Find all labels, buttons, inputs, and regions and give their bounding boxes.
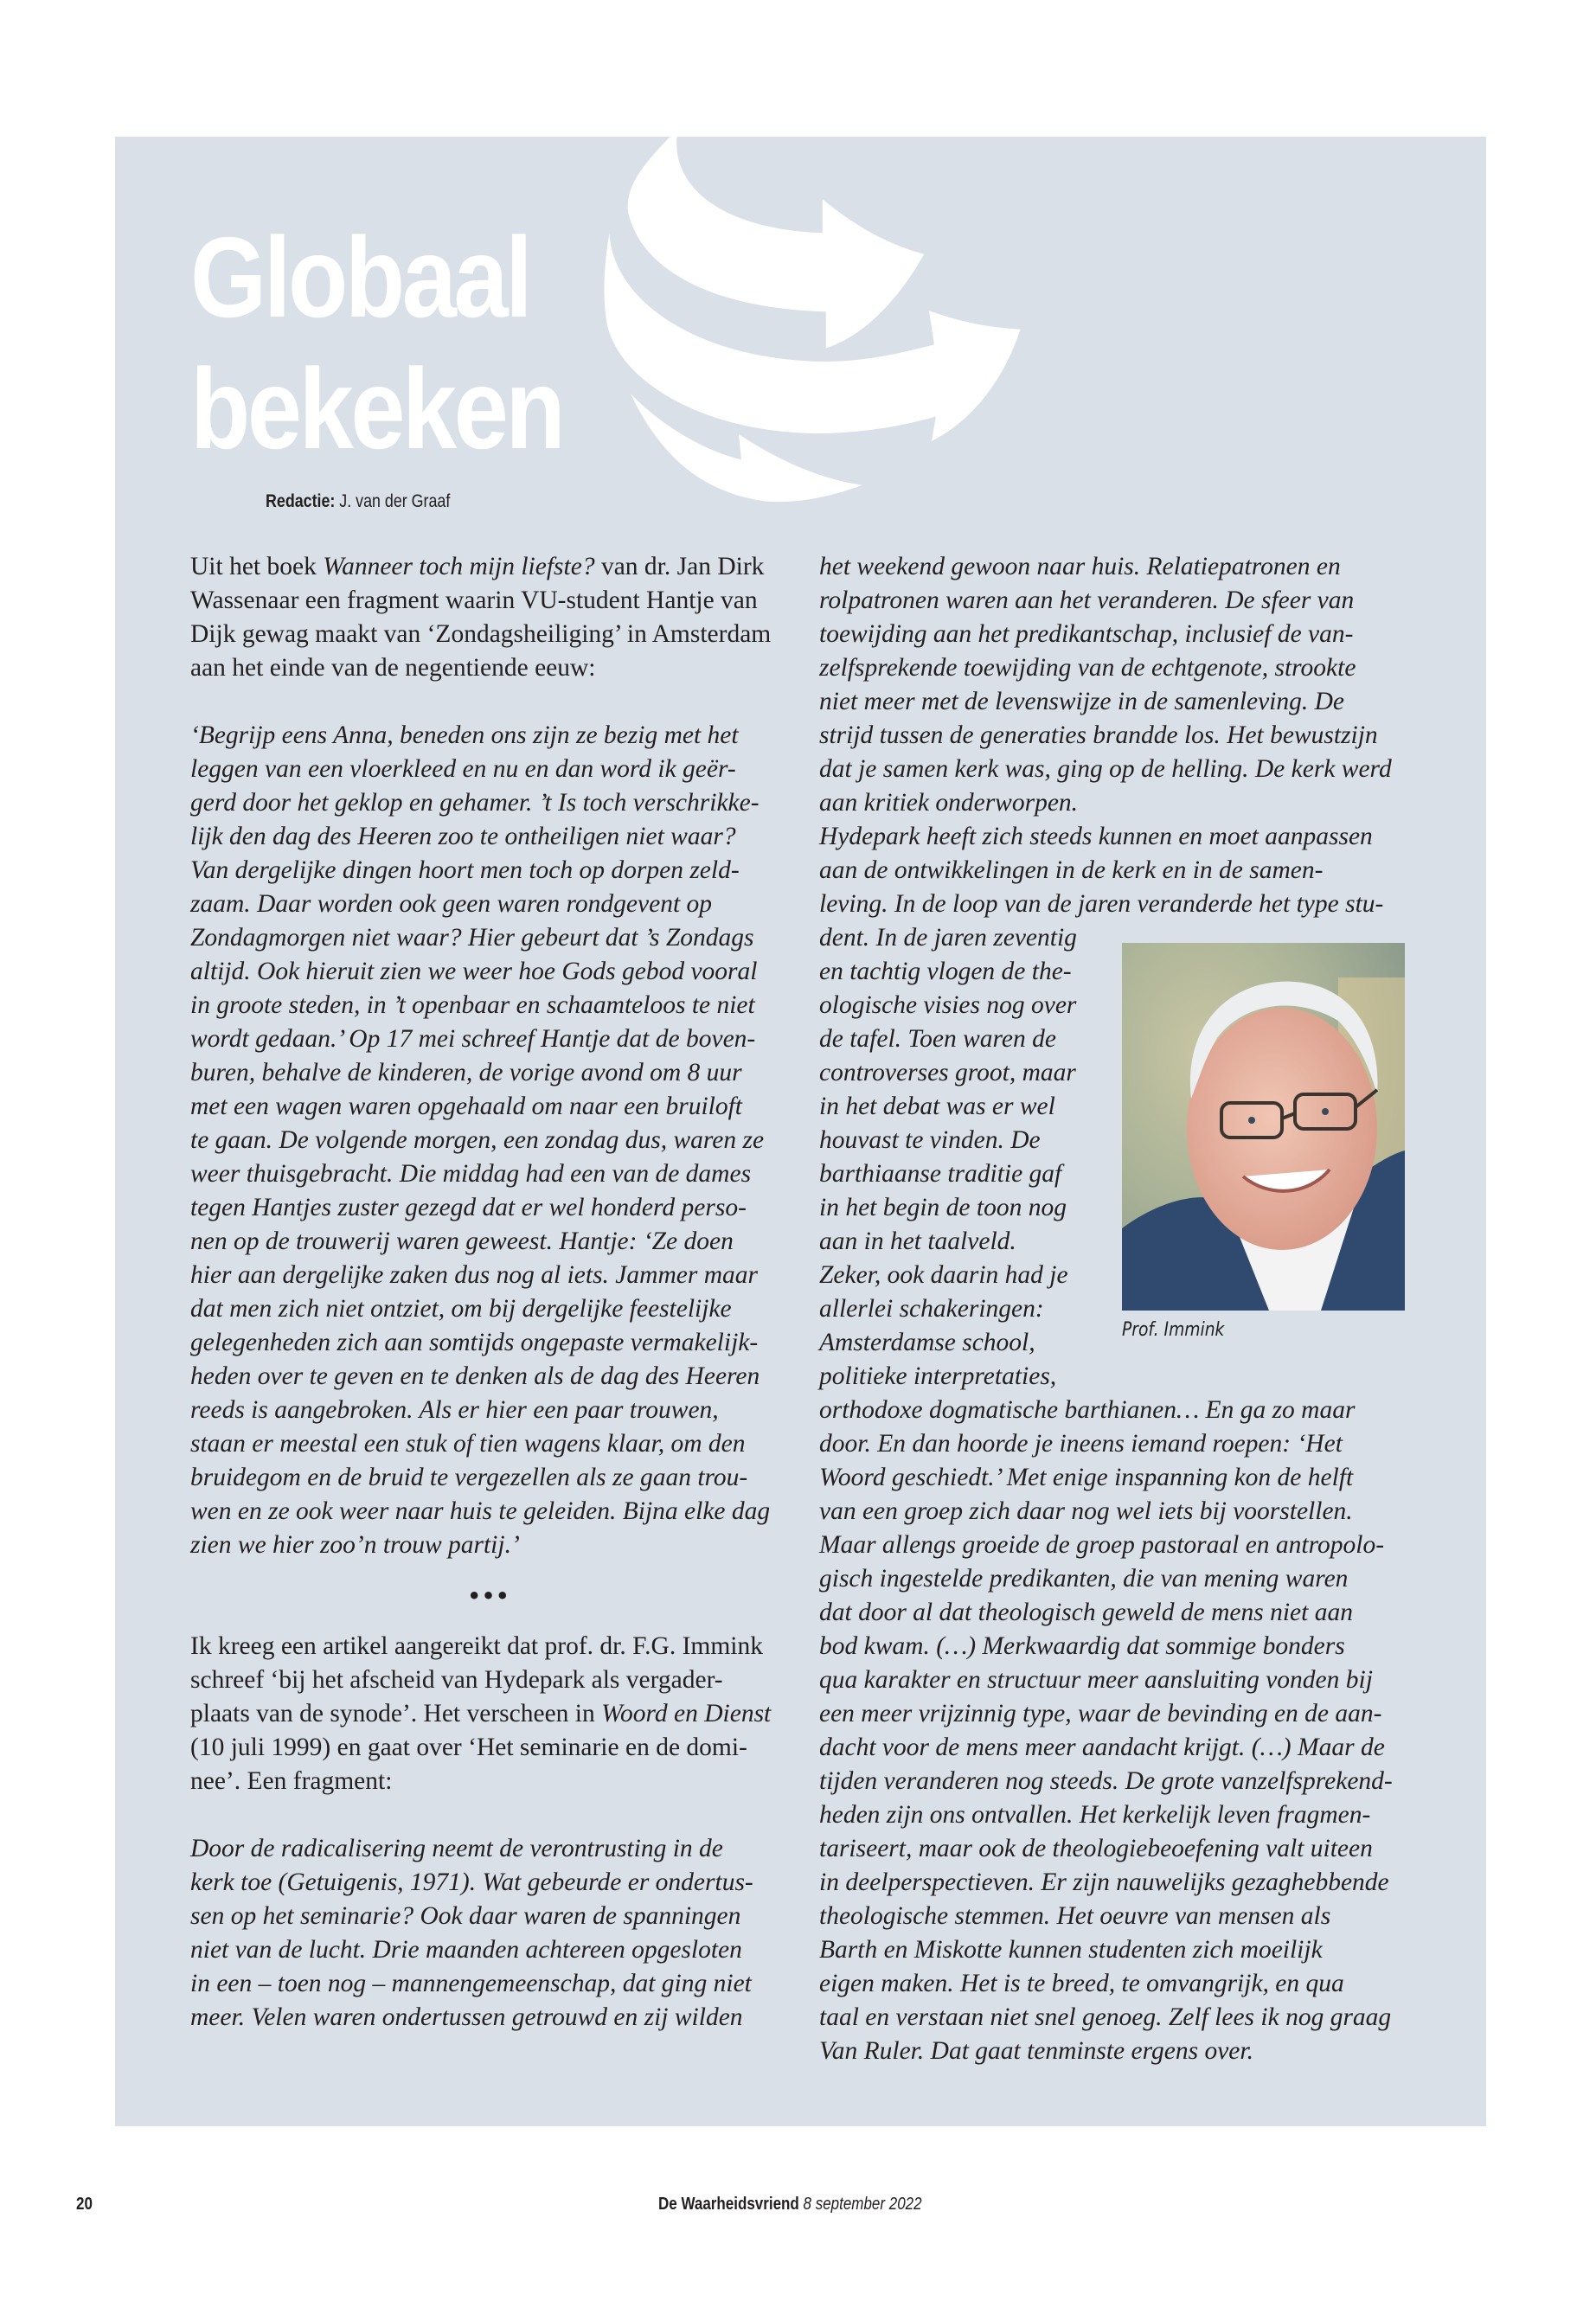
text-line: buren, behalve de kinderen, de vorige avond om 8 uur bbox=[190, 1059, 742, 1086]
text-line: tariseert, maar ook de theologiebeoefening valt uiteen bbox=[819, 1835, 1373, 1862]
text-line: schreef ‘bij het afscheid van Hydepark als vergader- bbox=[190, 1666, 723, 1694]
text-line: nee’. Een fragment: bbox=[190, 1767, 393, 1795]
text-line: heden over te geven en te denken als de dag des Heeren bbox=[190, 1362, 760, 1390]
text-line: dat men zich niet ontziet, om bij dergelijke feestelijke bbox=[190, 1295, 732, 1323]
portrait-photo bbox=[1122, 943, 1405, 1311]
text-line: tijden veranderen nog steeds. De grote vanzelfsprekend- bbox=[819, 1767, 1393, 1795]
text-line: gerd door het geklop en gehamer. ’t Is toch verschrikke- bbox=[190, 789, 760, 817]
text-line: in het debat was er wel bbox=[819, 1093, 1055, 1120]
intro-paragraph bbox=[190, 550, 787, 685]
text-line: Van Ruler. Dat gaat tenminste ergens over. bbox=[819, 2037, 1253, 2065]
text-line: ologische visies nog over bbox=[819, 991, 1077, 1019]
text-line: te gaan. De volgende morgen, een zondag dus, waren ze bbox=[190, 1126, 765, 1154]
text-line: niet van de lucht. Drie maanden achtereen opgesloten bbox=[190, 1936, 742, 1964]
globe-arrows-icon bbox=[595, 131, 1036, 512]
text-line: in groote steden, in ’t openbaar en schaamteloos te niet bbox=[190, 991, 755, 1019]
title-line-1: Globaal bbox=[190, 214, 530, 341]
text-line: zien we hier zoo’n trouw partij.’ bbox=[190, 1531, 520, 1559]
quote-continuation-bottom bbox=[819, 1394, 1416, 2068]
text-line: in het begin de toon nog bbox=[819, 1194, 1067, 1221]
text-line: Maar allengs groeide de groep pastoraal en antropolo- bbox=[819, 1531, 1385, 1559]
text-line: een meer vrijzinnig type, waar de bevinding en de aan- bbox=[819, 1700, 1382, 1727]
publication-name: De Waarheidsvriend bbox=[658, 2195, 799, 2214]
text-line: aan in het taalveld. bbox=[819, 1227, 1016, 1255]
text-line: zelfsprekende toewijding van de echtgenote, strookte bbox=[819, 654, 1356, 682]
publication-info bbox=[658, 2195, 922, 2214]
text-line: aan kritiek onderworpen. bbox=[819, 789, 1079, 817]
text-line: orthodoxe dogmatische barthianen… En ga zo maar bbox=[819, 1396, 1356, 1424]
text-line: kerk toe (Getuigenis, 1971). Wat gebeurde er ondertus- bbox=[190, 1868, 753, 1896]
text-line: sen op het seminarie? Ook daar waren de spanningen bbox=[190, 1902, 741, 1930]
text-line: aan de ontwikkelingen in de kerk en in de samen- bbox=[819, 856, 1324, 884]
text-line: strijd tussen de generaties brandde los. Het bewustzijn bbox=[819, 721, 1378, 749]
text-line: Amsterdamse school, bbox=[819, 1329, 1035, 1356]
text-line: Zondagmorgen niet waar? Hier gebeurt dat ’s Zondags bbox=[190, 924, 754, 952]
byline-name: J. van der Graaf bbox=[335, 491, 451, 511]
text-line: qua karakter en structuur meer aansluiting vonden bij bbox=[819, 1666, 1373, 1694]
text-line: weer thuisgebracht. Die middag had een van de dames bbox=[190, 1160, 752, 1188]
text-line: Zeker, ook daarin had je bbox=[819, 1261, 1068, 1289]
section-separator: ••• bbox=[467, 1584, 510, 1608]
photo-caption: Prof. Immink bbox=[1122, 1319, 1225, 1341]
book-title: Wanneer toch mijn liefste? bbox=[323, 553, 595, 580]
quote-continuation-top bbox=[819, 550, 1416, 921]
text-line: Van dergelijke dingen hoort men toch op dorpen zeld- bbox=[190, 856, 740, 884]
text-line: eigen maken. Het is te breed, te omvangrijk, en qua bbox=[819, 1970, 1344, 1997]
text-line: Woord geschiedt.’ Met enige inspanning kon de helft bbox=[819, 1464, 1354, 1491]
quote-paragraph-1 bbox=[190, 719, 787, 1562]
text-line: in een – toen nog – mannengemeenschap, dat ging niet bbox=[190, 1970, 752, 1997]
text-line: nen op de trouwerij waren geweest. Hantje: ‘Ze doen bbox=[190, 1227, 734, 1255]
text-line: heden zijn ons ontvallen. Het kerkelijk leven fragmen- bbox=[819, 1801, 1371, 1829]
byline-label: Redactie: bbox=[266, 491, 336, 511]
text-line: dat je samen kerk was, ging op de helling. De kerk werd bbox=[819, 755, 1392, 783]
text-line: leving. In de loop van de jaren veranderde het type stu- bbox=[819, 890, 1384, 918]
text-line: tegen Hantjes zuster gezegd dat er wel honderd perso- bbox=[190, 1194, 747, 1221]
text-line: de tafel. Toen waren de bbox=[819, 1025, 1056, 1053]
text-line: rolpatronen waren aan het veranderen. De sfeer van bbox=[819, 586, 1355, 614]
text-line: door. En dan hoorde je ineens iemand roepen: ‘Het bbox=[819, 1430, 1343, 1458]
text-line: gelegenheden zich aan somtijds ongepaste vermakelijk- bbox=[190, 1329, 759, 1356]
text-line: toewijding aan het predikantschap, inclusief de van- bbox=[819, 620, 1354, 648]
text-line: Ik kreeg een artikel aangereikt dat prof. dr. F.G. Immink bbox=[190, 1632, 763, 1660]
text-line: barthiaanse traditie gaf bbox=[819, 1160, 1062, 1188]
text-line: plaats van de synode’. Het verscheen in Woord en Dienst bbox=[190, 1700, 772, 1727]
text-line: dent. In de jaren zeventig bbox=[819, 924, 1077, 952]
text-line: niet meer met de levenswijze in de samenleving. De bbox=[819, 688, 1345, 715]
text-line: wen en ze ook weer naar huis te geleiden. Bijna elke dag bbox=[190, 1497, 771, 1525]
page-title bbox=[190, 212, 562, 475]
text-line: theologische stemmen. Het oeuvre van mensen als bbox=[819, 1902, 1331, 1930]
text-line: altijd. Ook hieruit zien we weer hoe Gods gebod vooral bbox=[190, 958, 758, 985]
text-line: reeds is aangebroken. Als er hier een paar trouwen, bbox=[190, 1396, 719, 1424]
text-line: het weekend gewoon naar huis. Relatiepatronen en bbox=[819, 553, 1341, 580]
text-line: Dijk gewag maakt van ‘Zondagsheiliging’ in Amsterdam bbox=[190, 620, 772, 648]
text-line: aan het einde van de negentiende eeuw: bbox=[190, 654, 596, 682]
text-line: lijk den dag des Heeren zoo te ontheiligen niet waar? bbox=[190, 823, 736, 850]
intro-paragraph-2 bbox=[190, 1630, 787, 1798]
text-line: bruidegom en de bruid te vergezellen als ze gaan trou- bbox=[190, 1464, 748, 1491]
text-line: dat door al dat theologisch geweld de mens niet aan bbox=[819, 1599, 1353, 1626]
text-line: bod kwam. (…) Merkwaardig dat sommige bonders bbox=[819, 1632, 1345, 1660]
publication-date: 8 september 2022 bbox=[798, 2195, 922, 2214]
text-line: Wassenaar een fragment waarin VU-student Hantje van bbox=[190, 586, 758, 614]
text-line: hier aan dergelijke zaken dus nog al iets. Jammer maar bbox=[190, 1261, 758, 1289]
text-line: (10 juli 1999) en gaat over ‘Het seminarie en de domi- bbox=[190, 1734, 747, 1761]
text-line: dacht voor de mens meer aandacht krijgt. (…) Maar de bbox=[819, 1734, 1385, 1761]
text-line: zaam. Daar worden ook geen waren rondgevent op bbox=[190, 890, 713, 918]
text-line: ‘Begrijp eens Anna, beneden ons zijn ze bezig met het bbox=[190, 721, 739, 749]
text-line: Door de radicalisering neemt de verontrusting in de bbox=[190, 1835, 723, 1862]
text-line: Uit het boek Wanneer toch mijn liefste? van dr. Jan Dirk bbox=[190, 553, 765, 580]
title-line-2: bekeken bbox=[190, 345, 563, 472]
text-line: van een groep zich daar nog wel iets bij voorstellen. bbox=[819, 1497, 1353, 1525]
text-line: houvast te vinden. De bbox=[819, 1126, 1041, 1154]
text-line: wordt gedaan.’ Op 17 mei schreef Hantje dat de boven- bbox=[190, 1025, 756, 1053]
text-line: staan er meestal een stuk of tien wagens klaar, om den bbox=[190, 1430, 746, 1458]
journal-title: Woord en Dienst bbox=[601, 1700, 772, 1727]
page-number: 20 bbox=[76, 2195, 93, 2214]
text-line: en tachtig vlogen de the- bbox=[819, 958, 1072, 985]
text-line: leggen van een vloerkleed en nu en dan word ik geër- bbox=[190, 755, 736, 783]
text-line: taal en verstaan niet snel genoeg. Zelf lees ik nog graag bbox=[819, 2003, 1392, 2031]
text-line: in deelperspectieven. Er zijn nauwelijks gezaghebbende bbox=[819, 1868, 1389, 1896]
byline bbox=[266, 491, 450, 512]
text-line: allerlei schakeringen: bbox=[819, 1295, 1044, 1323]
text-line: met een wagen waren opgehaald om naar een bruiloft bbox=[190, 1093, 742, 1120]
text-line: meer. Velen waren ondertussen getrouwd en zij wilden bbox=[190, 2003, 743, 2031]
left-column bbox=[190, 550, 787, 2035]
text-line: politieke interpretaties, bbox=[819, 1362, 1057, 1390]
quote-paragraph-2 bbox=[190, 1832, 787, 2035]
text-line: Barth en Miskotte kunnen studenten zich moeilijk bbox=[819, 1936, 1323, 1964]
text-line: Hydepark heeft zich steeds kunnen en moet aanpassen bbox=[819, 823, 1373, 850]
text-line: controverses groot, maar bbox=[819, 1059, 1076, 1086]
text-line: gisch ingestelde predikanten, die van mening waren bbox=[819, 1565, 1349, 1593]
